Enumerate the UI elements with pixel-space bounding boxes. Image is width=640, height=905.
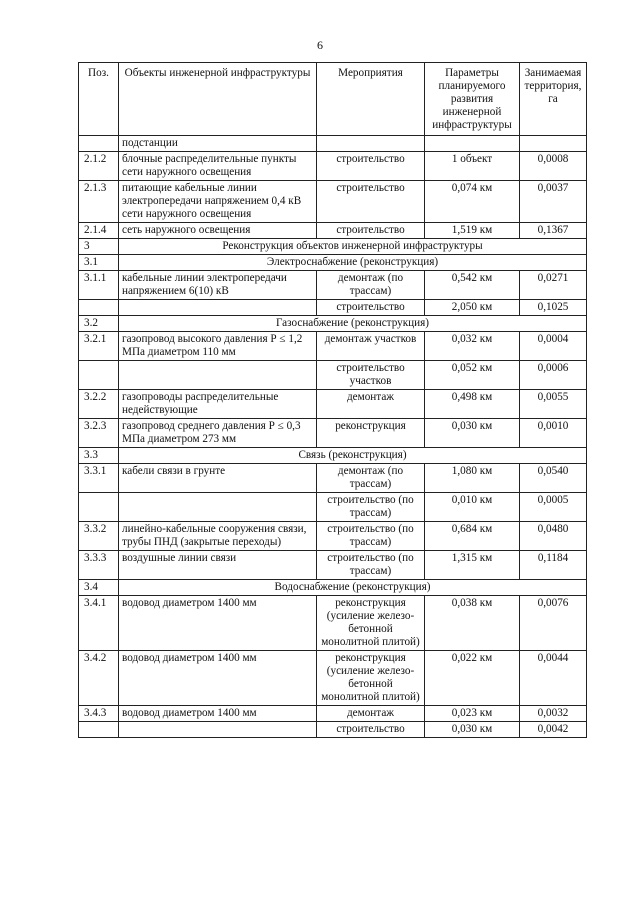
table-row xyxy=(79,223,587,239)
cell-object: газопровод высокого давления Р ≤ 1,2 МПа диаметром 110 мм xyxy=(119,332,317,361)
cell-measure: строительство xyxy=(317,300,425,316)
header-parameters: Параметры планируемого развития инженерной инфраструктуры xyxy=(425,63,520,136)
cell-position: 3.3.3 xyxy=(79,551,119,580)
cell-parameter: 0,023 км xyxy=(425,706,520,722)
cell-territory: 0,0008 xyxy=(520,152,587,181)
cell-parameter: 0,032 км xyxy=(425,332,520,361)
table-row xyxy=(79,596,587,651)
cell-measure: строительство xyxy=(317,722,425,738)
header-territory: Занимаемая территория, га xyxy=(520,63,587,136)
cell-measure: демонтаж xyxy=(317,706,425,722)
cell-measure: строительство (по трассам) xyxy=(317,522,425,551)
cell-territory: 0,0004 xyxy=(520,332,587,361)
cell-territory: 0,0044 xyxy=(520,651,587,706)
cell-object: водовод диаметром 1400 мм xyxy=(119,651,317,706)
cell-position: 3.2.2 xyxy=(79,390,119,419)
cell-position: 3.3.2 xyxy=(79,522,119,551)
cell-territory: 0,1184 xyxy=(520,551,587,580)
section-row xyxy=(79,316,587,332)
cell-territory: 0,0042 xyxy=(520,722,587,738)
table-row xyxy=(79,271,587,300)
cell-measure: демонтаж xyxy=(317,390,425,419)
cell-position xyxy=(79,136,119,152)
cell-object xyxy=(119,361,317,390)
section-number: 3 xyxy=(79,239,119,255)
cell-position: 3.2.3 xyxy=(79,419,119,448)
cell-parameter: 0,030 км xyxy=(425,722,520,738)
cell-position: 3.3.1 xyxy=(79,464,119,493)
cell-measure: демонтаж участков xyxy=(317,332,425,361)
cell-territory: 0,0540 xyxy=(520,464,587,493)
cell-measure: реконструкция (усиление железо-бетонной монолитной плитой) xyxy=(317,651,425,706)
cell-object: блочные распределительные пункты сети наружного освещения xyxy=(119,152,317,181)
table-row xyxy=(79,706,587,722)
cell-position: 3.1.1 xyxy=(79,271,119,300)
table-row xyxy=(79,361,587,390)
cell-territory: 0,0006 xyxy=(520,361,587,390)
table-row xyxy=(79,300,587,316)
cell-object: газопроводы распределительные недействующие xyxy=(119,390,317,419)
cell-parameter: 1,315 км xyxy=(425,551,520,580)
cell-object xyxy=(119,722,317,738)
cell-object: кабельные линии электропередачи напряжением 6(10) кВ xyxy=(119,271,317,300)
cell-measure: строительство xyxy=(317,223,425,239)
section-row xyxy=(79,580,587,596)
table-row xyxy=(79,551,587,580)
cell-measure: демонтаж (по трассам) xyxy=(317,271,425,300)
cell-parameter: 0,010 км xyxy=(425,493,520,522)
cell-object: линейно-кабельные сооружения связи, трубы ПНД (закрытые переходы) xyxy=(119,522,317,551)
table-row xyxy=(79,136,587,152)
page-number: 6 xyxy=(317,38,323,52)
header-objects: Объекты инженерной инфраструктуры xyxy=(119,63,317,136)
table-header-row xyxy=(79,63,587,136)
cell-position: 2.1.4 xyxy=(79,223,119,239)
table-row xyxy=(79,722,587,738)
table-row xyxy=(79,419,587,448)
section-row xyxy=(79,448,587,464)
cell-territory: 0,1367 xyxy=(520,223,587,239)
cell-territory: 0,0032 xyxy=(520,706,587,722)
cell-parameter: 0,022 км xyxy=(425,651,520,706)
cell-parameter: 0,498 км xyxy=(425,390,520,419)
cell-position: 2.1.2 xyxy=(79,152,119,181)
cell-measure: строительство xyxy=(317,181,425,223)
cell-object: сеть наружного освещения xyxy=(119,223,317,239)
cell-object: кабели связи в грунте xyxy=(119,464,317,493)
section-number: 3.2 xyxy=(79,316,119,332)
section-title: Электроснабжение (реконструкция) xyxy=(119,255,587,271)
cell-parameter: 1,080 км xyxy=(425,464,520,493)
cell-measure: строительство (по трассам) xyxy=(317,551,425,580)
cell-territory: 0,0055 xyxy=(520,390,587,419)
cell-territory: 0,0480 xyxy=(520,522,587,551)
cell-position xyxy=(79,300,119,316)
header-measures: Мероприятия xyxy=(317,63,425,136)
table-row xyxy=(79,493,587,522)
cell-parameter: 0,542 км xyxy=(425,271,520,300)
cell-position: 3.2.1 xyxy=(79,332,119,361)
cell-parameter: 0,052 км xyxy=(425,361,520,390)
table-row xyxy=(79,651,587,706)
cell-parameter: 0,074 км xyxy=(425,181,520,223)
cell-parameter: 0,030 км xyxy=(425,419,520,448)
infrastructure-table xyxy=(78,62,587,738)
cell-measure: реконструкция (усиление железо-бетонной монолитной плитой) xyxy=(317,596,425,651)
cell-territory xyxy=(520,136,587,152)
header-position: Поз. xyxy=(79,63,119,136)
table-row xyxy=(79,522,587,551)
cell-territory: 0,0271 xyxy=(520,271,587,300)
cell-parameter: 1,519 км xyxy=(425,223,520,239)
cell-object: водовод диаметром 1400 мм xyxy=(119,596,317,651)
section-row xyxy=(79,255,587,271)
section-number: 3.1 xyxy=(79,255,119,271)
cell-object: водовод диаметром 1400 мм xyxy=(119,706,317,722)
section-number: 3.3 xyxy=(79,448,119,464)
section-row xyxy=(79,239,587,255)
cell-object xyxy=(119,493,317,522)
cell-parameter: 1 объект xyxy=(425,152,520,181)
cell-territory: 0,0076 xyxy=(520,596,587,651)
cell-parameter: 0,684 км xyxy=(425,522,520,551)
cell-parameter: 2,050 км xyxy=(425,300,520,316)
cell-measure: строительство xyxy=(317,152,425,181)
cell-object: воздушные линии связи xyxy=(119,551,317,580)
cell-position: 2.1.3 xyxy=(79,181,119,223)
section-title: Связь (реконструкция) xyxy=(119,448,587,464)
section-number: 3.4 xyxy=(79,580,119,596)
cell-position: 3.4.2 xyxy=(79,651,119,706)
table-row xyxy=(79,332,587,361)
cell-territory: 0,0037 xyxy=(520,181,587,223)
table-row xyxy=(79,181,587,223)
cell-parameter: 0,038 км xyxy=(425,596,520,651)
cell-object xyxy=(119,300,317,316)
cell-measure xyxy=(317,136,425,152)
cell-measure: строительство участков xyxy=(317,361,425,390)
cell-position: 3.4.3 xyxy=(79,706,119,722)
table-row xyxy=(79,390,587,419)
cell-measure: строительство (по трассам) xyxy=(317,493,425,522)
cell-position xyxy=(79,361,119,390)
cell-territory: 0,1025 xyxy=(520,300,587,316)
cell-measure: демонтаж (по трассам) xyxy=(317,464,425,493)
section-title: Реконструкция объектов инженерной инфраструктуры xyxy=(119,239,587,255)
table-row xyxy=(79,152,587,181)
cell-position xyxy=(79,722,119,738)
cell-territory: 0,0010 xyxy=(520,419,587,448)
section-title: Газоснабжение (реконструкция) xyxy=(119,316,587,332)
cell-territory: 0,0005 xyxy=(520,493,587,522)
cell-object: подстанции xyxy=(119,136,317,152)
cell-position xyxy=(79,493,119,522)
cell-object: газопровод среднего давления Р ≤ 0,3 МПа диаметром 273 мм xyxy=(119,419,317,448)
cell-object: питающие кабельные линии электропередачи напряжением 0,4 кВ сети наружного освещения xyxy=(119,181,317,223)
table-row xyxy=(79,464,587,493)
cell-position: 3.4.1 xyxy=(79,596,119,651)
cell-measure: реконструкция xyxy=(317,419,425,448)
cell-parameter xyxy=(425,136,520,152)
section-title: Водоснабжение (реконструкция) xyxy=(119,580,587,596)
